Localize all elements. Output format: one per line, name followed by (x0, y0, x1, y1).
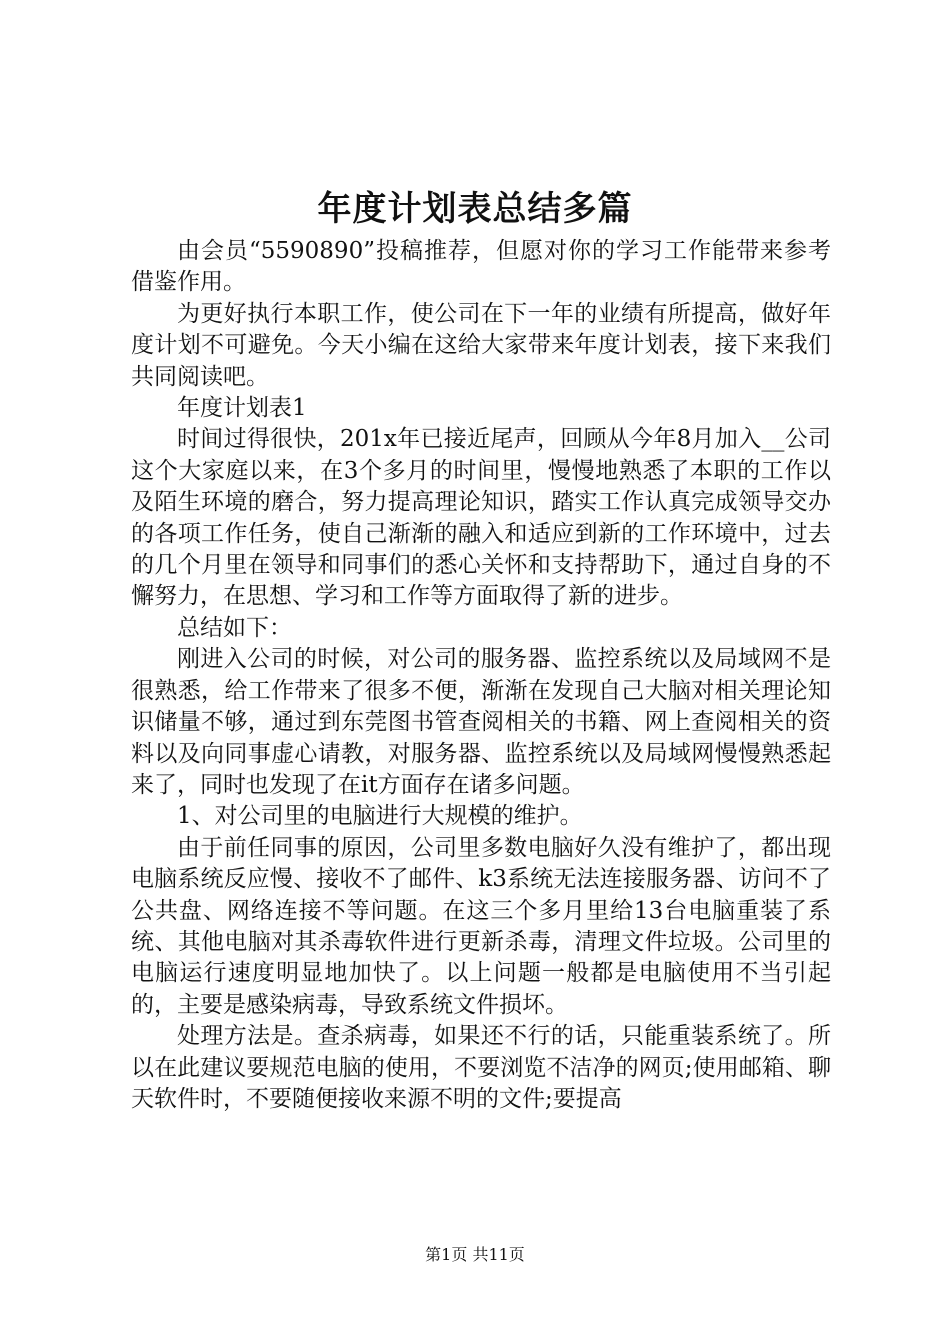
paragraph-solution: 处理方法是。查杀病毒，如果还不行的话，只能重装系统了。所以在此建议要规范电脑的使用，不要浏览不洁净的网页;使用邮箱、聊天软件时，不要随便接收来源不明的文件;要提高 (131, 1023, 831, 1112)
section-heading-plan-1: 年度计划表1 (177, 395, 307, 422)
list-item-maintenance: 1、对公司里的电脑进行大规模的维护。 (177, 803, 583, 830)
page-footer: 第1页 共11页 (425, 1245, 525, 1264)
paragraph-intro: 由会员“5590890”投稿推荐，但愿对你的学习工作能带来参考借鉴作用。 (131, 238, 831, 296)
paragraph-summary-label: 总结如下： (177, 614, 292, 641)
paragraph-purpose: 为更好执行本职工作，使公司在下一年的业绩有所提高，做好年度计划不可避免。今天小编在这给大家带来年度计划表，接下来我们共同阅读吧。 (131, 300, 831, 390)
paragraph-review: 时间过得很快，201x年已接近尾声，回顾从今年8月加入__公司这个大家庭以来，在3个多月的时间里，慢慢地熟悉了本职的工作以及陌生环境的磨合，努力提高理论知识，踏实工作认真完成领导交办的各项工作任务，使自己渐渐的融入和适应到新的工作环境中，过去的几个月里在领导和同事们的悉心关怀和支持帮助下，通过自身的不懈努力，在思想、学习和工作等方面取得了新的进步。 (131, 426, 831, 610)
paragraph-maintenance-detail: 由于前任同事的原因，公司里多数电脑好久没有维护了，都出现电脑系统反应慢、接收不了邮件、k3系统无法连接服务器、访问不了公共盘、网络连接不等问题。在这三个多月里给13台电脑重装了系统、其他电脑对其杀毒软件进行更新杀毒，清理文件垃圾。公司里的电脑运行速度明显地加快了。以上问题一般都是电脑使用不当引起的，主要是感染病毒，导致系统文件损坏。 (131, 834, 831, 1018)
document-title: 年度计划表总结多篇 (317, 189, 633, 229)
paragraph-learning: 刚进入公司的时候，对公司的服务器、监控系统以及局域网不是很熟悉，给工作带来了很多不便，渐渐在发现自己大脑对相关理论知识储量不够，通过到东莞图书管查阅相关的书籍、网上查阅相关的资料以及向同事虚心请教，对服务器、监控系统以及局域网慢慢熟悉起来了，同时也发现了在it方面存在诸多问题。 (131, 646, 831, 798)
document-body (131, 236, 831, 1115)
